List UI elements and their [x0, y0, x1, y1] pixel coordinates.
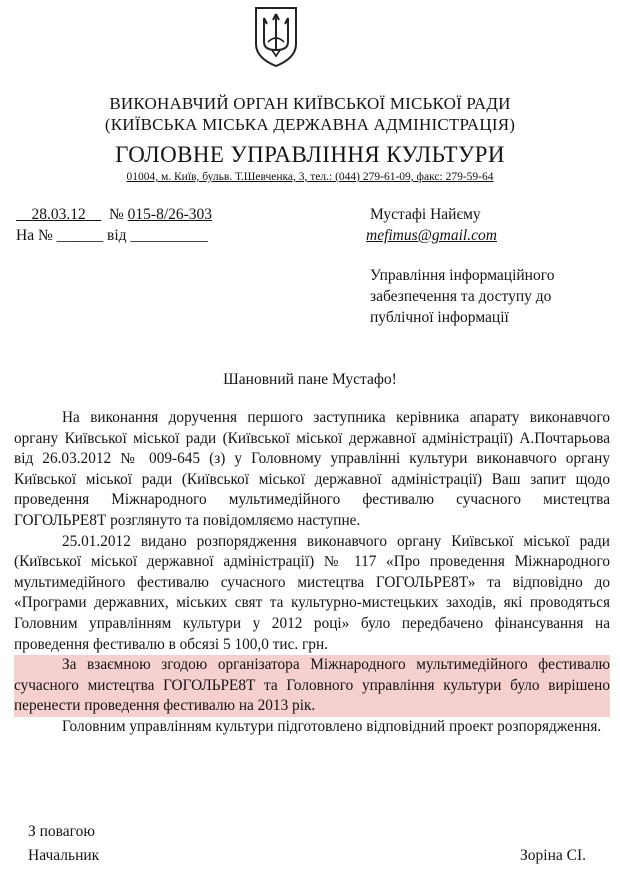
paragraph-2: 25.01.2012 видано розпорядження виконавчого органу Київської міської ради (Київської міської державної адміністрації) № 117 «Про проведення Міжнародного мультимедійного фестивалю сучасного мистецтва ГОГОЛЬРЕ8Т» та відповідно до «Програми державних, міських свят та культурно-мистецьких заходів, які проводяться Головним управлінням культури у 2012 році» було передбачено фінансування на проведення фестивалю в обсязі 5 100,0 тис. грн.: [14, 532, 610, 653]
salutation: Шановний пане Мустафо!: [223, 371, 397, 388]
closing: З повагою: [28, 823, 95, 840]
letter-date: 28.03.12: [31, 206, 86, 223]
recipient-email-link[interactable]: mefimus@gmail.com: [366, 227, 497, 244]
department-address: 01004, м. Київ, бульв. Т.Шевченка, 3, тел.: (044) 279-61-09, факс: 279-59-64: [126, 171, 494, 183]
from-label: від: [107, 227, 127, 244]
paragraph-4: Головним управлінням культури підготовлено відповідний проект розпорядження.: [62, 717, 602, 735]
signer-name: Зоріна СІ.: [520, 847, 586, 864]
department-title: ГОЛОВНЕ УПРАВЛІННЯ КУЛЬТУРИ: [115, 142, 505, 167]
reply-label: На №: [16, 227, 53, 244]
paragraph-3-highlighted: За взаємною згодою організатора Міжнародного мультимедійного фестивалю сучасного мистецтва ГОГОЛЬРЕ8Т та Головного управління культури було вирішено перенести проведення фестивалю на 2013 рік.: [14, 655, 610, 717]
letter-number: 015-8/26-303: [127, 206, 213, 223]
recipient-department: Управління інформаційного забезпечення та доступу до публічної інформації: [370, 267, 555, 326]
recipient-name: Мустафі Найєму: [370, 206, 481, 223]
org-name-line2: (КИЇВСЬКА МІСЬКА ДЕРЖАВНА АДМІНІСТРАЦІЯ): [104, 115, 516, 134]
letter-body: [14, 408, 610, 738]
org-name-line1: ВИКОНАВЧИЙ ОРГАН КИЇВСЬКОЇ МІСЬКОЇ РАДИ: [109, 94, 511, 113]
from-date-blank: __________: [130, 227, 208, 244]
reply-number-blank: ______: [56, 227, 104, 244]
paragraph-1: На виконання доручення першого заступника керівника апарату виконавчого органу Київської міської ради (Київської міської державної адміністрації) А.Почтарьова від 26.03.2012 № 009-645 (з) у Головному управлінні культури виконавчого органу Київської міської ради (Київської міської державної адміністрації) Ваш запит щодо проведення Міжнародного мультимедійного фестивалю сучасного мистецтва ГОГОЛЬРЕ8Т розглянуто та повідомляємо наступне.: [14, 409, 610, 529]
outgoing-reference: [16, 205, 212, 225]
signer-title: Начальник: [28, 847, 100, 864]
incoming-reference: [16, 226, 208, 246]
number-label: №: [109, 206, 124, 223]
trident-coat-of-arms-icon: [252, 4, 300, 68]
